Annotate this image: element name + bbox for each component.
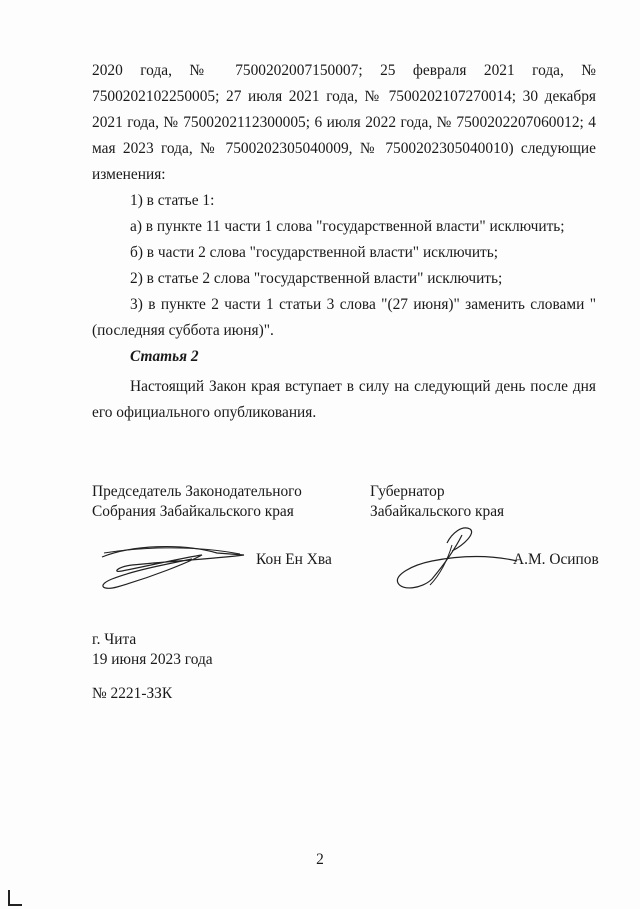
amendment-item: 1) в статье 1: xyxy=(130,192,215,209)
amendment-item: б) в части 2 слова "государственной власти" исключить; xyxy=(130,244,499,261)
date: 19 июня 2023 года xyxy=(92,651,213,668)
article-title: Статья 2 xyxy=(130,348,199,365)
intro-paragraph xyxy=(92,58,596,344)
place: г. Чита xyxy=(92,631,137,648)
right-position-line: Забайкальского края xyxy=(370,503,505,520)
left-position-line: Собрания Забайкальского края xyxy=(92,503,294,520)
place-and-date xyxy=(92,630,213,670)
amendment-item: 3) в пункте 2 части 1 статьи 3 слова "(27 июня)" заменить словами "(последняя суббота июня)". xyxy=(92,296,596,339)
left-signature-graphic xyxy=(92,535,252,595)
right-signer-name: А.М. Осипов xyxy=(513,551,599,568)
article-paragraph xyxy=(92,374,596,426)
left-signer-name: Кон Ен Хва xyxy=(256,551,332,568)
document-number: № 2221-ЗЗК xyxy=(92,685,173,702)
left-signatory-position xyxy=(92,482,332,522)
amendment-item: а) в пункте 11 части 1 слова "государственной власти" исключить; xyxy=(130,218,565,235)
scan-corner-mark xyxy=(8,890,22,906)
amendment-item: 2) в статье 2 слова "государственной власти" исключить; xyxy=(130,270,503,287)
left-position-line: Председатель Законодательного xyxy=(92,483,302,500)
intro-text: 2020 года, № 7500202007150007; 25 февраля 2021 года, № 7500202102250005; 27 июля 2021 года, № 7500202107270014; 30 декабря 2021 года, № 7500202112300005; 6 июля 2022 года, № 7500202207060012; 4 мая 2023 года, № 7500202305040009, № 7500202305040010) следующие изменения: xyxy=(92,62,596,183)
page-number: 2 xyxy=(316,851,324,868)
article-text: Настоящий Закон края вступает в силу на следующий день после дня его официального опубликования. xyxy=(92,378,596,421)
right-position-line: Губернатор xyxy=(370,483,445,500)
right-signature-graphic xyxy=(392,515,522,595)
